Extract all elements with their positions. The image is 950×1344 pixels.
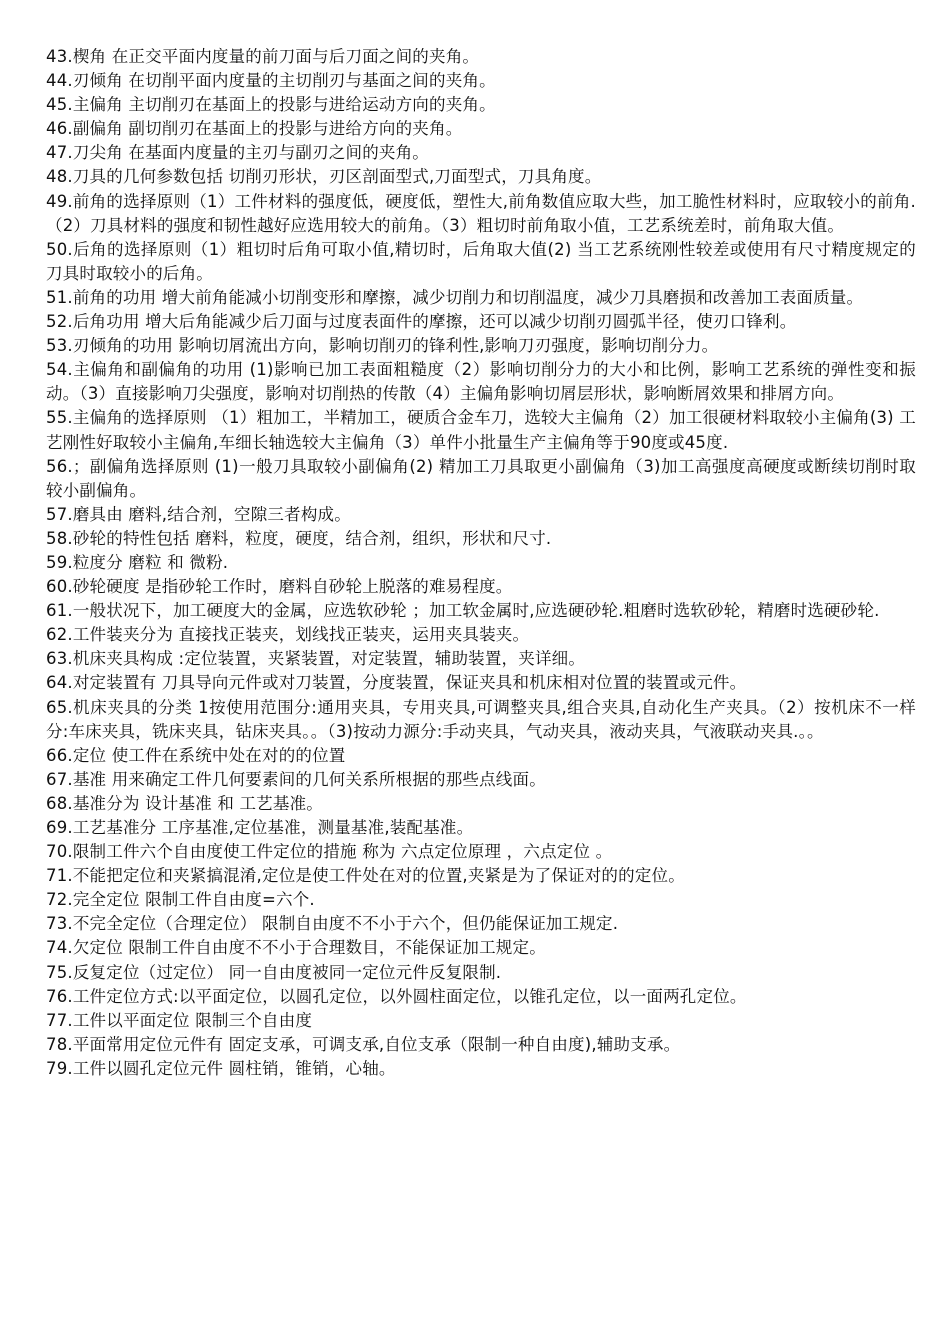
list-item xyxy=(46,985,916,1009)
item-number: 63. xyxy=(46,649,73,669)
list-item xyxy=(46,599,916,623)
list-item xyxy=(46,503,916,527)
item-text: 前角的选择原则（1）工件材料的强度低，硬度低，塑性大,前角数值应取大些，加工脆性材料时，应取较小的前角.（2）刀具材料的强度和韧性越好应选用较大的前角。（3）粗切时前角取小值，工艺系统差时，前角取大值。 xyxy=(46,191,916,235)
item-number: 57. xyxy=(46,504,73,524)
list-item xyxy=(46,69,916,93)
item-number: 72. xyxy=(46,890,73,910)
item-text: 主偏角和副偏角的功用 (1)影响已加工表面粗糙度（2）影响切削分力的大小和比例，影响工艺系统的弹性变和振动。（3）直接影响刀尖强度，影响对切削热的传散（4）主偏角影响切屑层形状，影响断屑效果和排屑方向。 xyxy=(46,360,916,404)
item-number: 51. xyxy=(46,287,73,307)
item-text: 砂轮的特性包括 磨料，粒度，硬度，结合剂，组织，形状和尺寸. xyxy=(72,528,552,548)
list-item xyxy=(46,238,916,286)
item-number: 73. xyxy=(46,914,73,934)
item-text: 不能把定位和夹紧搞混淆,定位是使工件处在对的位置,夹紧是为了保证对的的定位。 xyxy=(72,866,685,886)
item-text: 磨具由 磨料,结合剂，空隙三者构成。 xyxy=(72,504,351,524)
item-text: 基准 用来确定工件几何要素间的几何关系所根据的那些点线面。 xyxy=(72,769,546,789)
list-item xyxy=(46,117,916,141)
item-text: 后角功用 增大后角能减少后刀面与过度表面件的摩擦，还可以减少切削刃圆弧半径，使刃口锋利。 xyxy=(72,312,797,332)
list-item xyxy=(46,45,916,69)
list-item xyxy=(46,671,916,695)
item-number: 54. xyxy=(46,360,73,380)
item-number: 53. xyxy=(46,336,73,356)
item-number: 48. xyxy=(46,167,73,187)
item-text: 粒度分 磨粒 和 微粉. xyxy=(72,552,229,572)
item-text: 工件定位方式:以平面定位，以圆孔定位，以外圆柱面定位，以锥孔定位，以一面两孔定位。 xyxy=(72,986,747,1006)
item-text: 工件以圆孔定位元件 圆柱销，锥销，心轴。 xyxy=(72,1058,396,1078)
list-item xyxy=(46,792,916,816)
item-number: 47. xyxy=(46,143,73,163)
item-text: 主偏角 主切削刃在基面上的投影与进给运动方向的夹角。 xyxy=(72,95,496,115)
item-text: 平面常用定位元件有 固定支承，可调支承,自位支承（限制一种自由度),辅助支承。 xyxy=(72,1034,681,1054)
list-item xyxy=(46,358,916,406)
list-item xyxy=(46,1033,916,1057)
list-item xyxy=(46,141,916,165)
list-item xyxy=(46,334,916,358)
item-number: 45. xyxy=(46,95,73,115)
item-number: 44. xyxy=(46,71,73,91)
item-number: 75. xyxy=(46,962,73,982)
item-number: 69. xyxy=(46,818,73,837)
item-text: 工件装夹分为 直接找正装夹，划线找正装夹，运用夹具装夹。 xyxy=(72,625,530,645)
item-text: 刃倾角的功用 影响切屑流出方向，影响切削刃的锋利性,影响刀刃强度，影响切削分力。 xyxy=(72,336,719,356)
item-number: 55. xyxy=(46,408,73,428)
item-number: 43. xyxy=(46,47,73,66)
item-text: 机床夹具构成 :定位装置，夹紧装置，对定装置，辅助装置，夹详细。 xyxy=(72,649,586,669)
item-number: 78. xyxy=(46,1034,73,1054)
list-item xyxy=(46,816,916,840)
list-item xyxy=(46,912,916,936)
list-item xyxy=(46,551,916,575)
list-item xyxy=(46,190,916,238)
item-number: 68. xyxy=(46,793,73,813)
item-text: 前角的功用 增大前角能减小切削变形和摩擦，减少切削力和切削温度，减少刀具磨损和改善加工表面质量。 xyxy=(72,287,864,307)
item-number: 64. xyxy=(46,673,73,693)
item-number: 49. xyxy=(46,191,73,211)
list-item xyxy=(46,1009,916,1033)
item-text: 刃倾角 在切削平面内度量的主切削刃与基面之间的夹角。 xyxy=(72,71,496,91)
item-number: 67. xyxy=(46,769,73,789)
item-text: 后角的选择原则（1）粗切时后角可取小值,精切时，后角取大值(2) 当工艺系统刚性较差或使用有尺寸精度规定的刀具时取较小的后角。 xyxy=(46,239,916,283)
item-text: 工件以平面定位 限制三个自由度 xyxy=(72,1010,313,1030)
list-item xyxy=(46,623,916,647)
list-item xyxy=(46,575,916,599)
item-text: 定位 使工件在系统中处在对的的位置 xyxy=(72,745,346,765)
item-text: 刀具的几何参数包括 切削刃形状，刃区剖面型式,刀面型式，刀具角度。 xyxy=(72,167,602,187)
list-item xyxy=(46,310,916,334)
list-item xyxy=(46,744,916,768)
item-number: 58. xyxy=(46,528,73,548)
list-item xyxy=(46,406,916,454)
list-item xyxy=(46,961,916,985)
item-text: 砂轮硬度 是指砂轮工作时，磨料自砂轮上脱落的难易程度。 xyxy=(72,577,513,597)
item-number: 79. xyxy=(46,1058,73,1078)
item-number: 76. xyxy=(46,986,73,1006)
item-text: 楔角 在正交平面内度量的前刀面与后刀面之间的夹角。 xyxy=(72,47,480,66)
list-item xyxy=(46,768,916,792)
item-text: 限制工件六个自由度使工件定位的措施 称为 六点定位原理 ，六点定位 。 xyxy=(72,842,613,862)
item-number: 61. xyxy=(46,601,73,621)
list-item xyxy=(46,1057,916,1081)
item-text: 副偏角 副切削刃在基面上的投影与进给方向的夹角。 xyxy=(72,119,463,139)
item-number: 71. xyxy=(46,866,73,886)
item-number: 65. xyxy=(46,697,73,717)
item-number: 56. xyxy=(46,456,73,476)
item-text: ；副偏角选择原则 (1)一般刀具取较小副偏角(2) 精加工刀具取更小副偏角（3)加工高强度高硬度或断续切削时取较小副偏角。 xyxy=(46,456,916,500)
item-text: 基准分为 设计基准 和 工艺基准。 xyxy=(72,793,323,813)
item-text: 刀尖角 在基面内度量的主刃与副刃之间的夹角。 xyxy=(72,143,429,163)
list-item xyxy=(46,455,916,503)
list-item xyxy=(46,864,916,888)
item-text: 主偏角的选择原则 （1）粗加工，半精加工，硬质合金车刀，选较大主偏角（2）加工很硬材料取较小主偏角(3) 工艺刚性好取较小主偏角,车细长轴选较大主偏角（3）单件小批量生产主偏角等于90度或45度. xyxy=(46,408,916,452)
list-item xyxy=(46,286,916,310)
item-text: 机床夹具的分类 1按使用范围分:通用夹具，专用夹具,可调整夹具,组合夹具,自动化生产夹具。（2）按机床不一样分:车床夹具，铣床夹具，钻床夹具。。（3)按动力源分:手动夹具，气动夹具，液动夹具，气液联动夹具.。。 xyxy=(46,697,916,741)
list-item xyxy=(46,888,916,912)
document-page xyxy=(46,45,916,1081)
item-number: 60. xyxy=(46,577,73,597)
item-number: 74. xyxy=(46,938,73,958)
list-item xyxy=(46,165,916,189)
item-number: 52. xyxy=(46,312,73,332)
item-text: 不完全定位（合理定位） 限制自由度不不小于六个，但仍能保证加工规定. xyxy=(72,914,619,934)
item-number: 50. xyxy=(46,239,73,259)
item-number: 59. xyxy=(46,552,73,572)
list-item xyxy=(46,936,916,960)
item-text: 一般状况下，加工硬度大的金属，应选软砂轮 ；加工软金属时,应选硬砂轮.粗磨时选软砂轮，精磨时选硬砂轮. xyxy=(72,601,880,621)
list-item xyxy=(46,93,916,117)
item-number: 62. xyxy=(46,625,73,645)
item-number: 46. xyxy=(46,119,73,139)
item-text: 对定装置有 刀具导向元件或对刀装置，分度装置，保证夹具和机床相对位置的装置或元件。 xyxy=(72,673,747,693)
item-number: 70. xyxy=(46,842,73,862)
item-text: 完全定位 限制工件自由度=六个. xyxy=(72,890,315,910)
item-text: 工艺基准分 工序基准,定位基准，测量基准,装配基准。 xyxy=(72,818,474,837)
list-item xyxy=(46,647,916,671)
list-item xyxy=(46,696,916,744)
list-item xyxy=(46,527,916,551)
item-number: 66. xyxy=(46,745,73,765)
item-number: 77. xyxy=(46,1010,73,1030)
item-text: 反复定位（过定位） 同一自由度被同一定位元件反复限制. xyxy=(72,962,502,982)
item-text: 欠定位 限制工件自由度不不小于合理数目，不能保证加工规定。 xyxy=(72,938,546,958)
list-item xyxy=(46,840,916,864)
